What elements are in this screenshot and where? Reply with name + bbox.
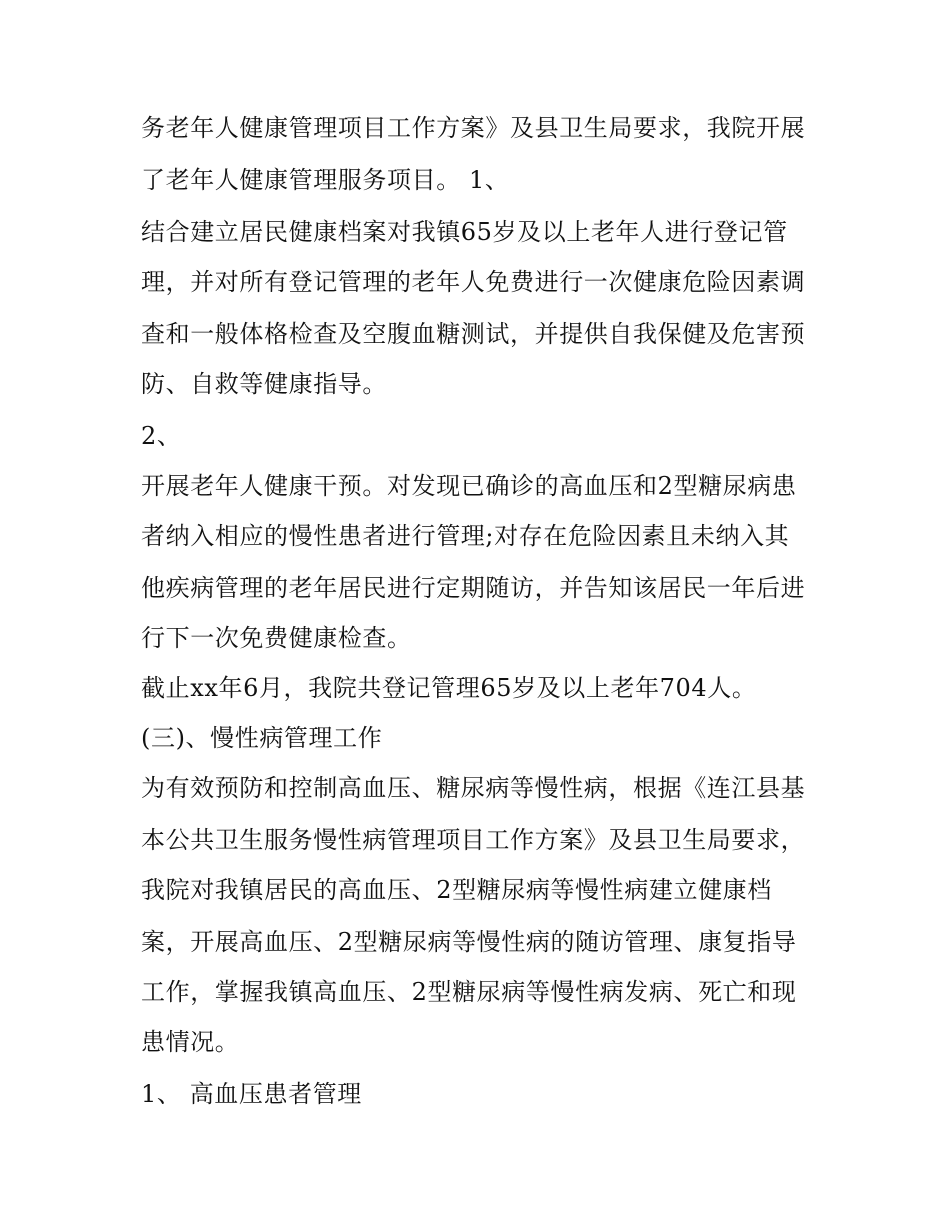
paragraph-line: 开展老年人健康干预。对发现已确诊的高血压和2型糖尿病患 (141, 472, 797, 500)
section-heading: (三)、慢性病管理工作 (141, 724, 383, 752)
list-number: 2、 (141, 422, 182, 450)
paragraph-line: 他疾病管理的老年居民进行定期随访，并告知该居民一年后进 (141, 574, 806, 602)
paragraph-line: 防、自救等健康指导。 (141, 370, 387, 398)
paragraph-line: 患情况。 (141, 1028, 240, 1056)
paragraph-line: 了老年人健康管理服务项目。 1、 (141, 166, 510, 194)
paragraph-line: 理，并对所有登记管理的老年人免费进行一次健康危险因素调 (141, 268, 806, 296)
paragraph-line: 截止xx年6月，我院共登记管理65岁及以上老年704人。 (141, 674, 757, 702)
paragraph-line: 为有效预防和控制高血压、糖尿病等慢性病，根据《连江县基 (141, 774, 806, 802)
paragraph-line: 本公共卫生服务慢性病管理项目工作方案》及县卫生局要求， (141, 826, 806, 854)
paragraph-line: 工作，掌握我镇高血压、2型糖尿病等慢性病发病、死亡和现 (141, 978, 797, 1006)
paragraph-line: 我院对我镇居民的高血压、2型糖尿病等慢性病建立健康档 (141, 876, 772, 904)
paragraph-line: 查和一般体格检查及空腹血糖测试，并提供自我保健及危害预 (141, 320, 806, 348)
paragraph-line: 案，开展高血压、2型糖尿病等慢性病的随访管理、康复指导 (141, 928, 797, 956)
paragraph-line: 务老年人健康管理项目工作方案》及县卫生局要求，我院开展 (141, 114, 806, 142)
subsection-heading: 1、 高血压患者管理 (141, 1080, 362, 1108)
paragraph-line: 结合建立居民健康档案对我镇65岁及以上老年人进行登记管 (141, 218, 788, 246)
paragraph-line: 者纳入相应的慢性患者进行管理;对存在危险因素且未纳入其 (141, 522, 790, 550)
paragraph-line: 行下一次免费健康检查。 (141, 624, 412, 652)
